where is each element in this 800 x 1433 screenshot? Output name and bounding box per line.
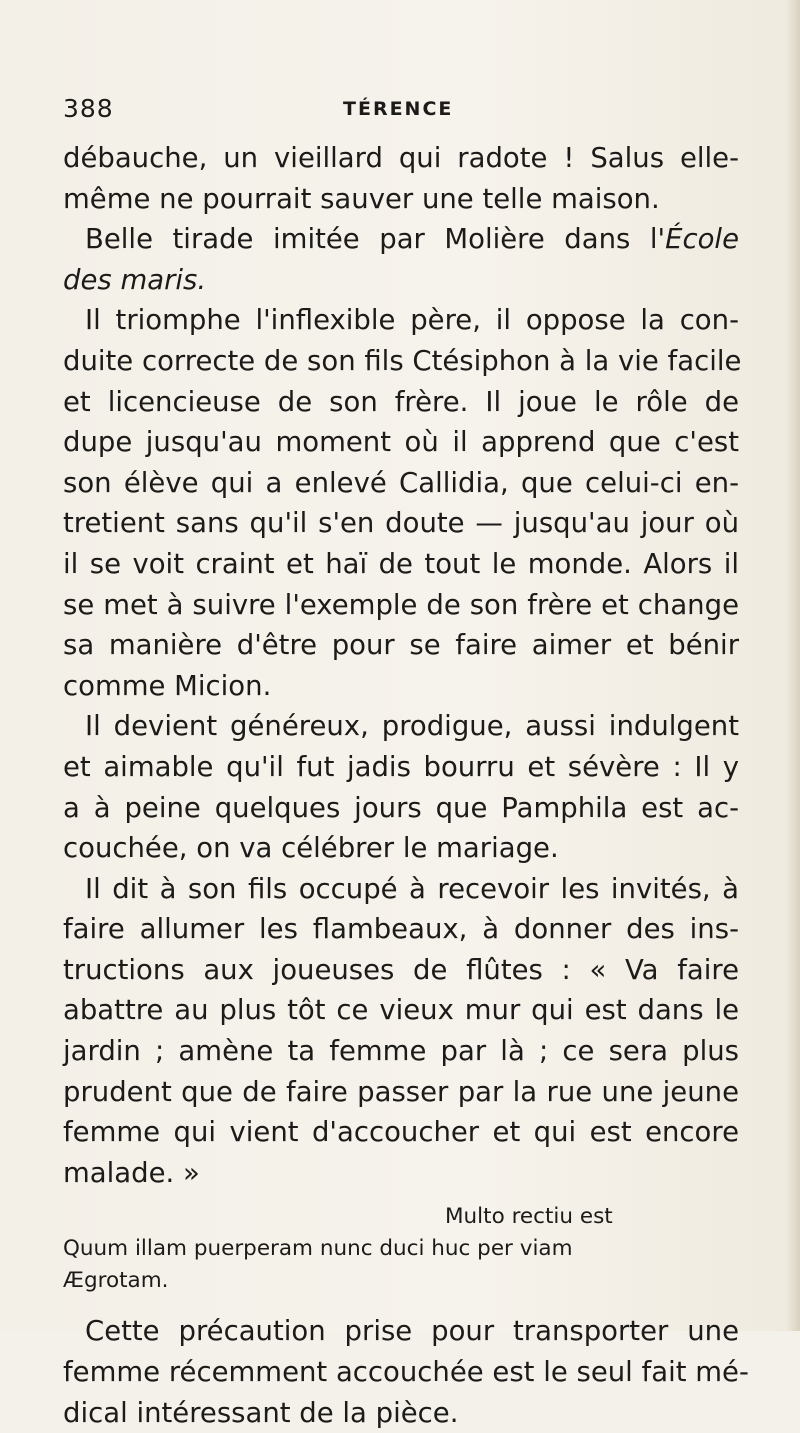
text-line: Il devient généreux, prodigue, aussi indulgent <box>85 710 739 743</box>
page-header <box>63 94 743 130</box>
text-line: couchée, on va célébrer le mariage. <box>63 832 559 865</box>
text-line: malade. » <box>63 1156 200 1189</box>
text-span: Belle tirade imitée par Molière dans l' <box>85 223 666 256</box>
text-line <box>63 260 739 301</box>
italic-title: des maris. <box>63 263 207 296</box>
text-line: comme Micion. <box>63 669 272 702</box>
text-line: dical intéressant de la pièce. <box>63 1396 459 1429</box>
text-line: débauche, un vieillard qui radote ! Salus elle- <box>63 142 739 174</box>
text-line: tructions aux joueuses de flûtes : « Va faire <box>63 953 739 986</box>
text-line: femme récemment accouchée est le seul fait mé- <box>63 1356 749 1389</box>
text-line: son élève qui a enlevé Callidia, que celui-ci en- <box>63 466 739 499</box>
text-line: et licencieuse de son frère. Il joue le rôle de <box>63 385 739 418</box>
text-line: a à peine quelques jours que Pamphila est ac- <box>63 791 739 824</box>
quote-line: Quum illam puerperam nunc duci huc per viam <box>63 1236 573 1262</box>
quote-line: Multo rectiu est <box>445 1204 613 1230</box>
text-line: Il dit à son fils occupé à recevoir les invités, à <box>85 872 739 905</box>
text-line: dupe jusqu'au moment où il apprend que c'est <box>63 426 739 459</box>
text-line <box>63 219 739 260</box>
latin-quotation <box>63 1201 739 1297</box>
text-line: Il triomphe l'inflexible père, il oppose la con- <box>85 304 739 337</box>
running-title: TÉRENCE <box>343 98 454 120</box>
text-line: Cette précaution prise pour transporter une <box>85 1315 739 1348</box>
text-line: prudent que de faire passer par la rue une jeune <box>63 1075 739 1108</box>
text-line: même ne pourrait sauver une telle maison. <box>63 182 660 215</box>
text-line: il se voit craint et haï de tout le monde. Alors il <box>63 547 739 580</box>
text-line: tretient sans qu'il s'en doute — jusqu'au jour où <box>63 507 739 540</box>
text-line: faire allumer les flambeaux, à donner des ins- <box>63 913 739 946</box>
text-line: sa manière d'être pour se faire aimer et bénir <box>63 629 739 662</box>
page-edge-shadow <box>786 0 800 1331</box>
text-line: se met à suivre l'exemple de son frère et change <box>63 588 739 621</box>
text-line: abattre au plus tôt ce vieux mur qui est dans le <box>63 994 739 1027</box>
body-text <box>63 138 749 1433</box>
italic-title: École <box>665 223 739 256</box>
text-line: femme qui vient d'accoucher et qui est encore <box>63 1116 739 1149</box>
text-line: duite correcte de son fils Ctésiphon à la vie facile <box>63 344 742 377</box>
text-line: jardin ; amène ta femme par là ; ce sera plus <box>63 1035 739 1068</box>
text-line: et aimable qu'il fut jadis bourru et sévère : Il y <box>63 750 739 783</box>
quote-line: Ægrotam. <box>63 1268 169 1294</box>
page-number: 388 <box>63 94 114 123</box>
